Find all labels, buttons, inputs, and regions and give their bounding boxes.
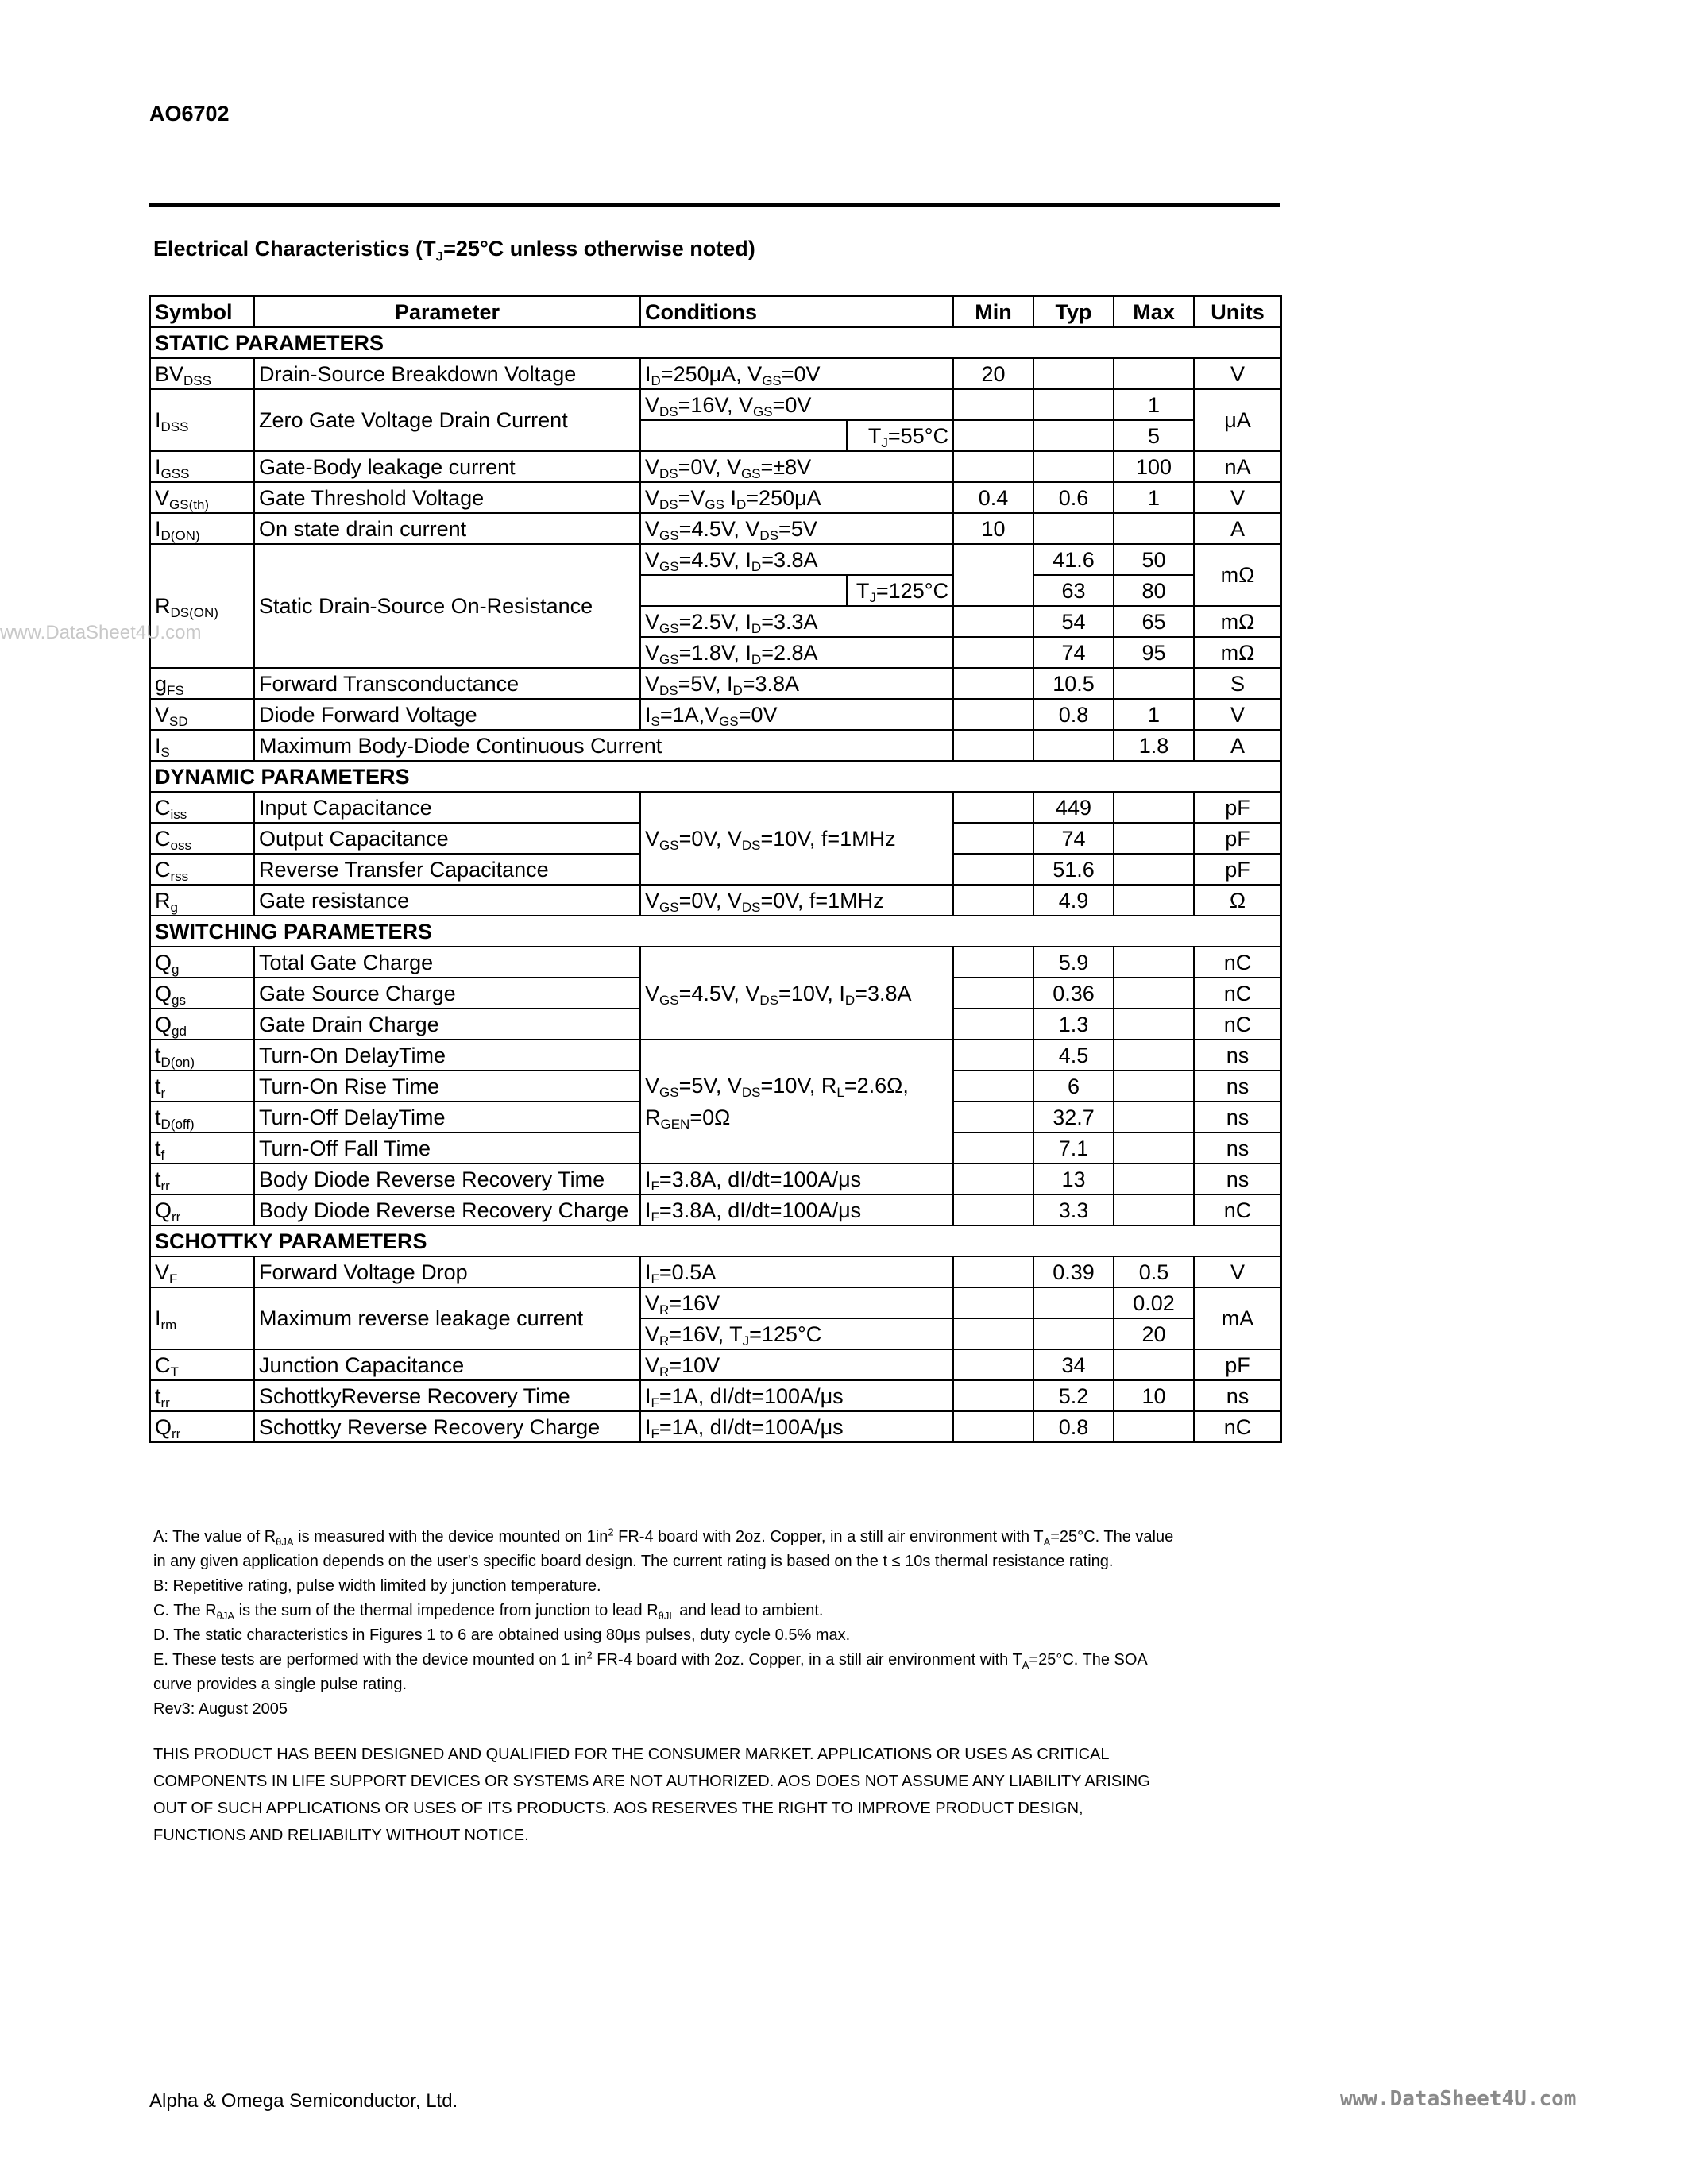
- symbol-cell: $C_T$: [150, 1349, 254, 1380]
- symbol-cell: $I_{GSS}$: [150, 451, 254, 482]
- table-row: [150, 1256, 1281, 1287]
- symbol-cell: $t_{D(off)}$: [150, 1102, 254, 1133]
- note-d: D. The static characteristics in Figures 1 to 6 are obtained using 80μs pulses, duty cycle 0.5% max.: [153, 1626, 851, 1644]
- typ-cell: 34: [1033, 1349, 1114, 1380]
- parameter-cell: Gate resistance: [254, 885, 640, 916]
- max-cell: [1114, 1163, 1194, 1194]
- min-cell: [953, 1102, 1033, 1133]
- max-cell: [1114, 1009, 1194, 1040]
- min-cell: [953, 1009, 1033, 1040]
- min-cell: [953, 823, 1033, 854]
- max-cell: 0.02: [1114, 1287, 1194, 1318]
- max-cell: 1: [1114, 482, 1194, 513]
- symbol-cell: $R_{DS(ON)}$: [150, 544, 254, 668]
- typ-cell: 54: [1033, 606, 1114, 637]
- table-row: [150, 1040, 1281, 1071]
- parameter-cell: Zero Gate Voltage Drain Current: [254, 389, 640, 451]
- symbol-cell: $I_{DSS}$: [150, 389, 254, 451]
- section-schottky: SCHOTTKY PARAMETERS: [150, 1225, 1281, 1256]
- conditions-cell: $V_R=16V$: [640, 1287, 953, 1318]
- conditions-cell: $I_F=1A$, dI/dt=100A/μs: [640, 1411, 953, 1442]
- symbol-cell: $Q_{rr}$: [150, 1194, 254, 1225]
- typ-cell: 5.9: [1033, 947, 1114, 978]
- table-row: [150, 358, 1281, 389]
- parameter-cell: Gate Source Charge: [254, 978, 640, 1009]
- parameter-cell: Turn-On Rise Time: [254, 1071, 640, 1102]
- note-e: E. These tests are performed with the device mounted on 1 $in^2$ FR-4 board with 2oz. Copper, in a still air environment with $T_A=25^\circ C$. The SOA: [153, 1649, 1148, 1671]
- table-row: [150, 1287, 1281, 1318]
- max-cell: [1114, 792, 1194, 823]
- symbol-cell: $V_{GS(th)}$: [150, 482, 254, 513]
- max-cell: 5: [1114, 420, 1194, 451]
- units-cell: ns: [1194, 1040, 1281, 1071]
- title-text: Electrical Characteristics (T: [153, 237, 436, 260]
- symbol-cell: $Q_{rr}$: [150, 1411, 254, 1442]
- units-cell: nA: [1194, 451, 1281, 482]
- typ-cell: 10.5: [1033, 668, 1114, 699]
- symbol-cell: $BV_{DSS}$: [150, 358, 254, 389]
- symbol-cell: $I_{D(ON)}$: [150, 513, 254, 544]
- units-cell: A: [1194, 513, 1281, 544]
- min-cell: [953, 544, 1033, 606]
- units-cell: V: [1194, 699, 1281, 730]
- note-a-cont: in any given application depends on the user's specific board design. The current rating is based on the t ≤ 10s thermal resistance rating.: [153, 1553, 1114, 1570]
- typ-cell: [1033, 513, 1114, 544]
- table-row: [150, 544, 1281, 575]
- part-number: AO6702: [149, 102, 230, 125]
- conditions-cell: $V_{GS}=4.5V$, $V_{DS}=10V$, $I_D=3.8A$: [640, 947, 953, 1040]
- typ-cell: [1033, 420, 1114, 451]
- min-cell: [953, 1287, 1033, 1318]
- typ-cell: 7.1: [1033, 1133, 1114, 1163]
- min-cell: [953, 1380, 1033, 1411]
- units-cell: ns: [1194, 1380, 1281, 1411]
- min-cell: [953, 885, 1033, 916]
- typ-cell: 449: [1033, 792, 1114, 823]
- parameter-cell: Forward Voltage Drop: [254, 1256, 640, 1287]
- min-cell: [953, 792, 1033, 823]
- typ-cell: 13: [1033, 1163, 1114, 1194]
- units-cell: μA: [1194, 389, 1281, 451]
- max-cell: [1114, 1133, 1194, 1163]
- min-cell: [953, 947, 1033, 978]
- conditions-cell: $I_S=1A,V_{GS}=0V$: [640, 699, 953, 730]
- typ-cell: 4.9: [1033, 885, 1114, 916]
- max-cell: [1114, 1102, 1194, 1133]
- min-cell: [953, 668, 1033, 699]
- header-symbol: Symbol: [150, 296, 254, 327]
- conditions-cell: $V_{GS}=0V$, $V_{DS}=0V$, f=1MHz: [640, 885, 953, 916]
- note-c: C. The $R_{\theta JA}$ is the sum of the thermal impedence from junction to lead $R_{\theta JL}$ and lead to ambient.: [153, 1602, 824, 1622]
- watermark-right[interactable]: www.DataSheet4U.com: [1340, 2087, 1577, 2111]
- max-cell: [1114, 947, 1194, 978]
- min-cell: [953, 389, 1033, 420]
- section-row: [150, 916, 1281, 947]
- table-row: [150, 482, 1281, 513]
- min-cell: [953, 1349, 1033, 1380]
- header-typ: Typ: [1033, 296, 1114, 327]
- typ-cell: 74: [1033, 823, 1114, 854]
- parameter-cell: On state drain current: [254, 513, 640, 544]
- title-sub: J: [435, 249, 444, 264]
- units-cell: S: [1194, 668, 1281, 699]
- typ-cell: 5.2: [1033, 1380, 1114, 1411]
- max-cell: 20: [1114, 1318, 1194, 1349]
- max-cell: [1114, 1411, 1194, 1442]
- typ-cell: [1033, 1318, 1114, 1349]
- table-row: [150, 730, 1281, 761]
- max-cell: 1.8: [1114, 730, 1194, 761]
- max-cell: 50: [1114, 544, 1194, 575]
- table-title: [153, 237, 755, 264]
- symbol-cell: $t_f$: [150, 1133, 254, 1163]
- typ-cell: [1033, 358, 1114, 389]
- typ-cell: 51.6: [1033, 854, 1114, 885]
- conditions-cell: $V_{GS}=2.5V$, $I_D=3.3A$: [640, 606, 953, 637]
- conditions-cell: $V_{DS}=5V$, $I_D=3.8A$: [640, 668, 953, 699]
- conditions-cell: $I_F=1A$, dI/dt=100A/μs: [640, 1380, 953, 1411]
- max-cell: 1: [1114, 389, 1194, 420]
- header-conditions: Conditions: [640, 296, 953, 327]
- min-cell: [953, 1040, 1033, 1071]
- note-b: B: Repetitive rating, pulse width limited by junction temperature.: [153, 1577, 601, 1595]
- conditions-cell: $V_R=10V$: [640, 1349, 953, 1380]
- table-row: [150, 1349, 1281, 1380]
- max-cell: [1114, 1040, 1194, 1071]
- max-cell: [1114, 885, 1194, 916]
- max-cell: [1114, 358, 1194, 389]
- min-cell: [953, 451, 1033, 482]
- max-cell: [1114, 1349, 1194, 1380]
- symbol-cell: $V_F$: [150, 1256, 254, 1287]
- footnotes: [153, 1525, 1281, 1722]
- header-rule: [149, 203, 1280, 207]
- parameter-cell: Turn-Off DelayTime: [254, 1102, 640, 1133]
- units-cell: pF: [1194, 792, 1281, 823]
- min-cell: 20: [953, 358, 1033, 389]
- note-e-cont: curve provides a single pulse rating.: [153, 1676, 408, 1693]
- max-cell: 0.5: [1114, 1256, 1194, 1287]
- parameter-cell: Gate Drain Charge: [254, 1009, 640, 1040]
- parameter-cell: Reverse Transfer Capacitance: [254, 854, 640, 885]
- disclaimer-line: COMPONENTS IN LIFE SUPPORT DEVICES OR SYSTEMS ARE NOT AUTHORIZED. AOS DOES NOT ASSUME ANY LIABILITY ARISING: [153, 1773, 1150, 1790]
- max-cell: [1114, 823, 1194, 854]
- typ-cell: 74: [1033, 637, 1114, 668]
- table-row: [150, 513, 1281, 544]
- max-cell: [1114, 513, 1194, 544]
- units-cell: nC: [1194, 947, 1281, 978]
- title-rest: =25°C unless otherwise noted): [443, 237, 755, 260]
- parameter-cell: Input Capacitance: [254, 792, 640, 823]
- max-cell: [1114, 1194, 1194, 1225]
- note-a: A: The value of $R_{\theta JA}$ is measured with the device mounted on $1in^2$ FR-4 board with 2oz. Copper, in a still air environment with $T_A=25^\circ C$. The value: [153, 1526, 1174, 1548]
- conditions-cell: $V_{DS}=V_{GS}$ $I_D=250\mu A$: [640, 482, 953, 513]
- max-cell: 100: [1114, 451, 1194, 482]
- units-cell: V: [1194, 358, 1281, 389]
- table-row: [150, 1194, 1281, 1225]
- symbol-cell: $V_{SD}$: [150, 699, 254, 730]
- symbol-cell: $Q_{gd}$: [150, 1009, 254, 1040]
- min-cell: 0.4: [953, 482, 1033, 513]
- symbol-cell: $R_g$: [150, 885, 254, 916]
- max-cell: [1114, 1071, 1194, 1102]
- conditions-cell: $V_{DS}=0V$, $V_{GS}=\pm 8V$: [640, 451, 953, 482]
- typ-cell: [1033, 389, 1114, 420]
- max-cell: 80: [1114, 575, 1194, 606]
- typ-cell: 32.7: [1033, 1102, 1114, 1133]
- temperature-cell: $T_J=125^\circ C$: [847, 575, 953, 606]
- typ-cell: 4.5: [1033, 1040, 1114, 1071]
- units-cell: nC: [1194, 978, 1281, 1009]
- header-max: Max: [1114, 296, 1194, 327]
- units-cell: V: [1194, 1256, 1281, 1287]
- conditions-cell: $V_R=16V$, $T_J=125^\circ C$: [640, 1318, 953, 1349]
- table-row: [150, 668, 1281, 699]
- min-cell: [953, 978, 1033, 1009]
- parameter-cell: Maximum Body-Diode Continuous Current: [254, 730, 953, 761]
- parameter-cell: Gate-Body leakage current: [254, 451, 640, 482]
- max-cell: [1114, 668, 1194, 699]
- units-cell: A: [1194, 730, 1281, 761]
- conditions-cell: $V_{GS}=4.5V$, $I_D=3.8A$: [640, 544, 953, 575]
- min-cell: [953, 699, 1033, 730]
- typ-cell: 0.39: [1033, 1256, 1114, 1287]
- parameter-cell: Gate Threshold Voltage: [254, 482, 640, 513]
- min-cell: [953, 1163, 1033, 1194]
- typ-cell: 3.3: [1033, 1194, 1114, 1225]
- max-cell: 1: [1114, 699, 1194, 730]
- section-row: [150, 1225, 1281, 1256]
- table-row: [150, 699, 1281, 730]
- units-cell: ns: [1194, 1133, 1281, 1163]
- symbol-cell: $t_{D(on)}$: [150, 1040, 254, 1071]
- units-cell: mΩ: [1194, 637, 1281, 668]
- temperature-cell: $T_J=55^\circ C$: [847, 420, 953, 451]
- units-cell: ns: [1194, 1102, 1281, 1133]
- typ-cell: 0.6: [1033, 482, 1114, 513]
- conditions-spacer: [640, 420, 847, 451]
- table-row: [150, 1411, 1281, 1442]
- parameter-cell: Output Capacitance: [254, 823, 640, 854]
- parameter-cell: Turn-On DelayTime: [254, 1040, 640, 1071]
- typ-cell: [1033, 451, 1114, 482]
- symbol-cell: $I_{rm}$: [150, 1287, 254, 1349]
- min-cell: [953, 1133, 1033, 1163]
- symbol-cell: $t_{rr}$: [150, 1380, 254, 1411]
- electrical-characteristics-table: [149, 295, 1282, 1443]
- table-row: [150, 885, 1281, 916]
- units-cell: pF: [1194, 1349, 1281, 1380]
- min-cell: [953, 1256, 1033, 1287]
- parameter-cell: Static Drain-Source On-Resistance: [254, 544, 640, 668]
- typ-cell: 41.6: [1033, 544, 1114, 575]
- symbol-cell: $Q_{gs}$: [150, 978, 254, 1009]
- units-cell: pF: [1194, 823, 1281, 854]
- max-cell: [1114, 854, 1194, 885]
- units-cell: mΩ: [1194, 544, 1281, 606]
- header-parameter: Parameter: [254, 296, 640, 327]
- conditions-cell: $V_{GS}=0V$, $V_{DS}=10V$, f=1MHz: [640, 792, 953, 885]
- conditions-cell: $I_F=3.8A$, dI/dt=100A/μs: [640, 1194, 953, 1225]
- max-cell: 65: [1114, 606, 1194, 637]
- conditions-cell: $V_{GS}=5V$, $V_{DS}=10V$, $R_L=2.6\Omega$, $R_{GEN}=0\Omega$: [640, 1040, 953, 1163]
- header-units: Units: [1194, 296, 1281, 327]
- conditions-cell: $I_D=250\mu A$, $V_{GS}=0V$: [640, 358, 953, 389]
- table-row: [150, 1380, 1281, 1411]
- symbol-cell: $Q_g$: [150, 947, 254, 978]
- parameter-cell: Drain-Source Breakdown Voltage: [254, 358, 640, 389]
- parameter-cell: Turn-Off Fall Time: [254, 1133, 640, 1163]
- conditions-cell: $V_{GS}=1.8V$, $I_D=2.8A$: [640, 637, 953, 668]
- parameter-cell: Total Gate Charge: [254, 947, 640, 978]
- units-cell: ns: [1194, 1163, 1281, 1194]
- min-cell: [953, 854, 1033, 885]
- disclaimer-line: FUNCTIONS AND RELIABILITY WITHOUT NOTICE.: [153, 1827, 529, 1844]
- footer-company: Alpha & Omega Semiconductor, Ltd.: [149, 2090, 458, 2112]
- typ-cell: 63: [1033, 575, 1114, 606]
- min-cell: [953, 1318, 1033, 1349]
- conditions-cell: $I_F=3.8A$, dI/dt=100A/μs: [640, 1163, 953, 1194]
- section-static: STATIC PARAMETERS: [150, 327, 1281, 358]
- units-cell: mA: [1194, 1287, 1281, 1349]
- min-cell: [953, 637, 1033, 668]
- max-cell: 95: [1114, 637, 1194, 668]
- symbol-cell: $t_{rr}$: [150, 1163, 254, 1194]
- symbol-cell: $C_{oss}$: [150, 823, 254, 854]
- units-cell: nC: [1194, 1411, 1281, 1442]
- units-cell: nC: [1194, 1009, 1281, 1040]
- units-cell: V: [1194, 482, 1281, 513]
- parameter-cell: Body Diode Reverse Recovery Charge: [254, 1194, 640, 1225]
- units-cell: mΩ: [1194, 606, 1281, 637]
- conditions-spacer: [640, 575, 847, 606]
- symbol-cell: $I_S$: [150, 730, 254, 761]
- table-row: [150, 947, 1281, 978]
- section-row: [150, 327, 1281, 358]
- typ-cell: 0.8: [1033, 699, 1114, 730]
- parameter-cell: SchottkyReverse Recovery Time: [254, 1380, 640, 1411]
- parameter-cell: Forward Transconductance: [254, 668, 640, 699]
- min-cell: 10: [953, 513, 1033, 544]
- typ-cell: [1033, 730, 1114, 761]
- conditions-cell: $V_{DS}=16V$, $V_{GS}=0V$: [640, 389, 953, 420]
- units-cell: pF: [1194, 854, 1281, 885]
- section-row: [150, 761, 1281, 792]
- typ-cell: 1.3: [1033, 1009, 1114, 1040]
- disclaimer-line: THIS PRODUCT HAS BEEN DESIGNED AND QUALIFIED FOR THE CONSUMER MARKET. APPLICATIONS OR USES AS CRITICAL: [153, 1746, 1110, 1763]
- table-row: [150, 451, 1281, 482]
- symbol-cell: $g_{FS}$: [150, 668, 254, 699]
- parameter-cell: Body Diode Reverse Recovery Time: [254, 1163, 640, 1194]
- table-header-row: [150, 296, 1281, 327]
- min-cell: [953, 1071, 1033, 1102]
- typ-cell: 0.36: [1033, 978, 1114, 1009]
- typ-cell: [1033, 1287, 1114, 1318]
- min-cell: [953, 420, 1033, 451]
- section-dynamic: DYNAMIC PARAMETERS: [150, 761, 1281, 792]
- revision: Rev3: August 2005: [153, 1700, 288, 1718]
- units-cell: ns: [1194, 1071, 1281, 1102]
- symbol-cell: $C_{iss}$: [150, 792, 254, 823]
- typ-cell: 0.8: [1033, 1411, 1114, 1442]
- parameter-cell: Maximum reverse leakage current: [254, 1287, 640, 1349]
- typ-cell: 6: [1033, 1071, 1114, 1102]
- units-cell: Ω: [1194, 885, 1281, 916]
- max-cell: 10: [1114, 1380, 1194, 1411]
- symbol-cell: $t_r$: [150, 1071, 254, 1102]
- watermark-left: www.DataSheet4U.com: [0, 622, 202, 643]
- parameter-cell: Junction Capacitance: [254, 1349, 640, 1380]
- table-row: [150, 389, 1281, 420]
- min-cell: [953, 1411, 1033, 1442]
- table-row: [150, 792, 1281, 823]
- parameter-cell: Schottky Reverse Recovery Charge: [254, 1411, 640, 1442]
- symbol-cell: $C_{rss}$: [150, 854, 254, 885]
- conditions-cell: $I_F=0.5A$: [640, 1256, 953, 1287]
- conditions-cell: $V_{GS}=4.5V$, $V_{DS}=5V$: [640, 513, 953, 544]
- max-cell: [1114, 978, 1194, 1009]
- header-min: Min: [953, 296, 1033, 327]
- units-cell: nC: [1194, 1194, 1281, 1225]
- min-cell: [953, 606, 1033, 637]
- parameter-cell: Diode Forward Voltage: [254, 699, 640, 730]
- min-cell: [953, 730, 1033, 761]
- min-cell: [953, 1194, 1033, 1225]
- section-switching: SWITCHING PARAMETERS: [150, 916, 1281, 947]
- disclaimer: [153, 1741, 1281, 1849]
- table-row: [150, 1163, 1281, 1194]
- disclaimer-line: OUT OF SUCH APPLICATIONS OR USES OF ITS PRODUCTS. AOS RESERVES THE RIGHT TO IMPROVE PRODUCT DESIGN,: [153, 1800, 1083, 1817]
